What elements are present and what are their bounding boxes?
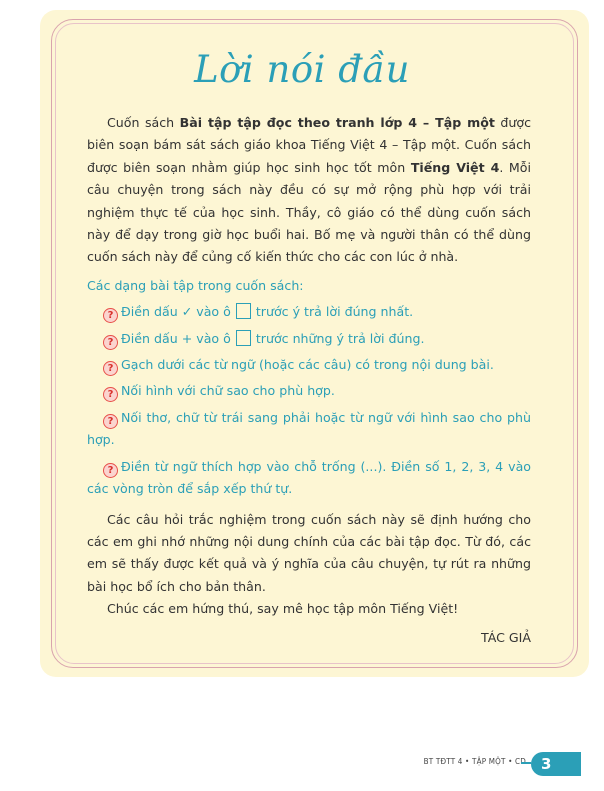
author-signature: TÁC GIẢ bbox=[481, 629, 531, 645]
question-icon: ? bbox=[103, 361, 118, 376]
exercise-item: ? Nối hình với chữ sao cho phù hợp. bbox=[87, 380, 531, 402]
plus-icon: + bbox=[181, 330, 193, 346]
question-icon: ? bbox=[103, 335, 118, 350]
exercise-item: ? Nối thơ, chữ từ trái sang phải hoặc từ ngữ với hình sao cho phù hợp. bbox=[87, 409, 531, 448]
question-icon: ? bbox=[103, 387, 118, 402]
question-icon: ? bbox=[103, 414, 118, 429]
page-number: 3 bbox=[531, 752, 581, 776]
answer-box-icon bbox=[236, 330, 251, 346]
page-content bbox=[87, 112, 531, 649]
exercise-item: ? Điền dấu + vào ô trước những ý trả lời đúng. bbox=[87, 328, 531, 350]
subject-name: Tiếng Việt 4 bbox=[410, 159, 500, 175]
answer-box-icon bbox=[236, 303, 251, 319]
exercise-list-heading: Các dạng bài tập trong cuốn sách: bbox=[87, 277, 304, 293]
exercise-item: ? Gạch dưới các từ ngữ (hoặc các câu) có trong nội dung bài. bbox=[87, 354, 531, 376]
question-icon: ? bbox=[103, 463, 118, 478]
exercise-item: ? Điền dấu ✓ vào ô trước ý trả lời đúng nhất. bbox=[87, 301, 531, 323]
checkmark-icon: ✓ bbox=[181, 304, 193, 320]
closing-paragraph: Các câu hỏi trắc nghiệm trong cuốn sách này sẽ định hướng cho các em ghi nhớ những nội dung chính của các bài tập đọc. Từ đó, các em sẽ thấy được kết quả và ý nghĩa của câu chuyện, tự rút ra những bài học bổ ích cho bản thân. bbox=[87, 511, 531, 594]
book-title: Bài tập tập đọc theo tranh lớp 4 – Tập một bbox=[179, 115, 495, 130]
exercise-item: ? Điền từ ngữ thích hợp vào chỗ trống (...). Điền số 1, 2, 3, 4 vào các vòng tròn để sắp xếp thứ tự. bbox=[87, 458, 531, 497]
footer-dash bbox=[521, 762, 531, 764]
intro-paragraph: Cuốn sách Bài tập tập đọc theo tranh lớp 4 – Tập một được biên soạn bám sát sách giáo khoa Tiếng Việt 4 – Tập một. Cuốn sách được biên soạn nhằm giúp học sinh học tốt môn Tiếng Việt 4. Mỗi câu chuyện trong sách này đều có sự mở rộng phù hợp với trải nghiệm thực tế của học sinh. Thầy, cô giáo có thể dùng cuốn sách này để dạy trong giờ học buổi hai. Bố mẹ và người thân có thể dùng cuốn sách này để củng cố kiến thức cho các con lúc ở nhà. bbox=[87, 115, 531, 265]
question-icon: ? bbox=[103, 308, 118, 323]
page-title: Lời nói đầu bbox=[194, 48, 410, 91]
book-code: BT TĐTT 4 • TẬP MỘT • CD bbox=[423, 757, 526, 766]
wish-line: Chúc các em hứng thú, say mê học tập môn Tiếng Việt! bbox=[107, 601, 459, 617]
